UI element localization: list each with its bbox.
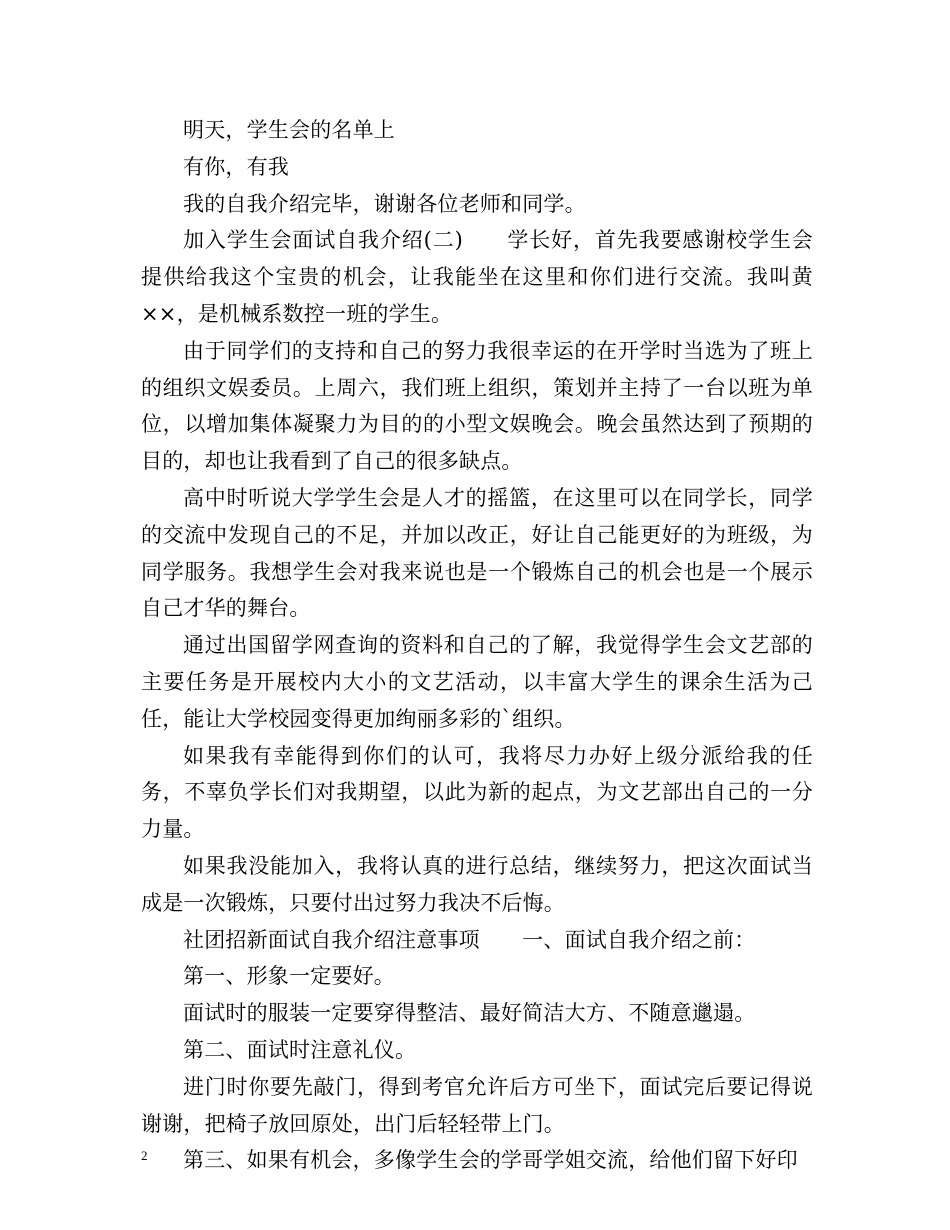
paragraph: 由于同学们的支持和自己的努力我很幸运的在开学时当选为了班上的组织文娱委员。上周六，我们班上组织，策划并主持了一台以班为单位，以增加集体凝聚力为目的的小型文娱晚会。晚会虽然达到了预期的目的，却也让我看到了自己的很多缺点。	[141, 338, 813, 474]
paragraph: 进门时你要先敲门，得到考官允许后方可坐下，面试完后要记得说谢谢，把椅子放回原处，出门后轻轻带上门。	[141, 1074, 813, 1136]
paragraph: 如果我没能加入，我将认真的进行总结，继续努力，把这次面试当成是一次锻炼，只要付出过努力我决不后悔。	[141, 853, 813, 915]
document-body	[141, 112, 813, 1179]
paragraph: 通过出国留学网查询的资料和自己的了解，我觉得学生会文艺部的主要任务是开展校内大小的文艺活动，以丰富大学生的课余生活为己任，能让大学校园变得更加绚丽多彩的`组织。	[141, 633, 813, 731]
paragraph: 明天，学生会的名单上	[183, 118, 395, 142]
page-number: 2	[141, 1148, 148, 1163]
paragraph: 第三、如果有机会，多像学生会的学哥学姐交流，给他们留下好印	[183, 1148, 798, 1173]
paragraph: 第一、形象一定要好。	[183, 964, 395, 989]
paragraph: 面试时的服装一定要穿得整洁、最好简洁大方、不随意邋遢。	[183, 1001, 756, 1026]
paragraph: 有你，有我	[183, 154, 289, 179]
paragraph: 如果我有幸能得到你们的认可，我将尽力办好上级分派给我的任务，不辜负学长们对我期望，以此为新的起点，为文艺部出自己的一分力量。	[141, 743, 813, 842]
paragraph: 我的自我介绍完毕，谢谢各位老师和同学。	[183, 191, 586, 216]
paragraph: 加入学生会面试自我介绍(二) 学长好，首先我要感谢校学生会提供给我这个宝贵的机会，让我能坐在这里和你们进行交流。我叫黄××，是机械系数控一班的学生。	[141, 228, 813, 326]
paragraph: 第二、面试时注意礼仪。	[183, 1037, 417, 1062]
paragraph: 高中时听说大学学生会是人才的摇篮，在这里可以在同学长，同学的交流中发现自己的不足，并加以改正，好让自己能更好的为班级，为同学服务。我想学生会对我来说也是一个锻炼自己的机会也是一个展示自己才华的舞台。	[141, 485, 813, 621]
paragraph: 社团招新面试自我介绍注意事项 一、面试自我介绍之前：	[183, 927, 756, 952]
